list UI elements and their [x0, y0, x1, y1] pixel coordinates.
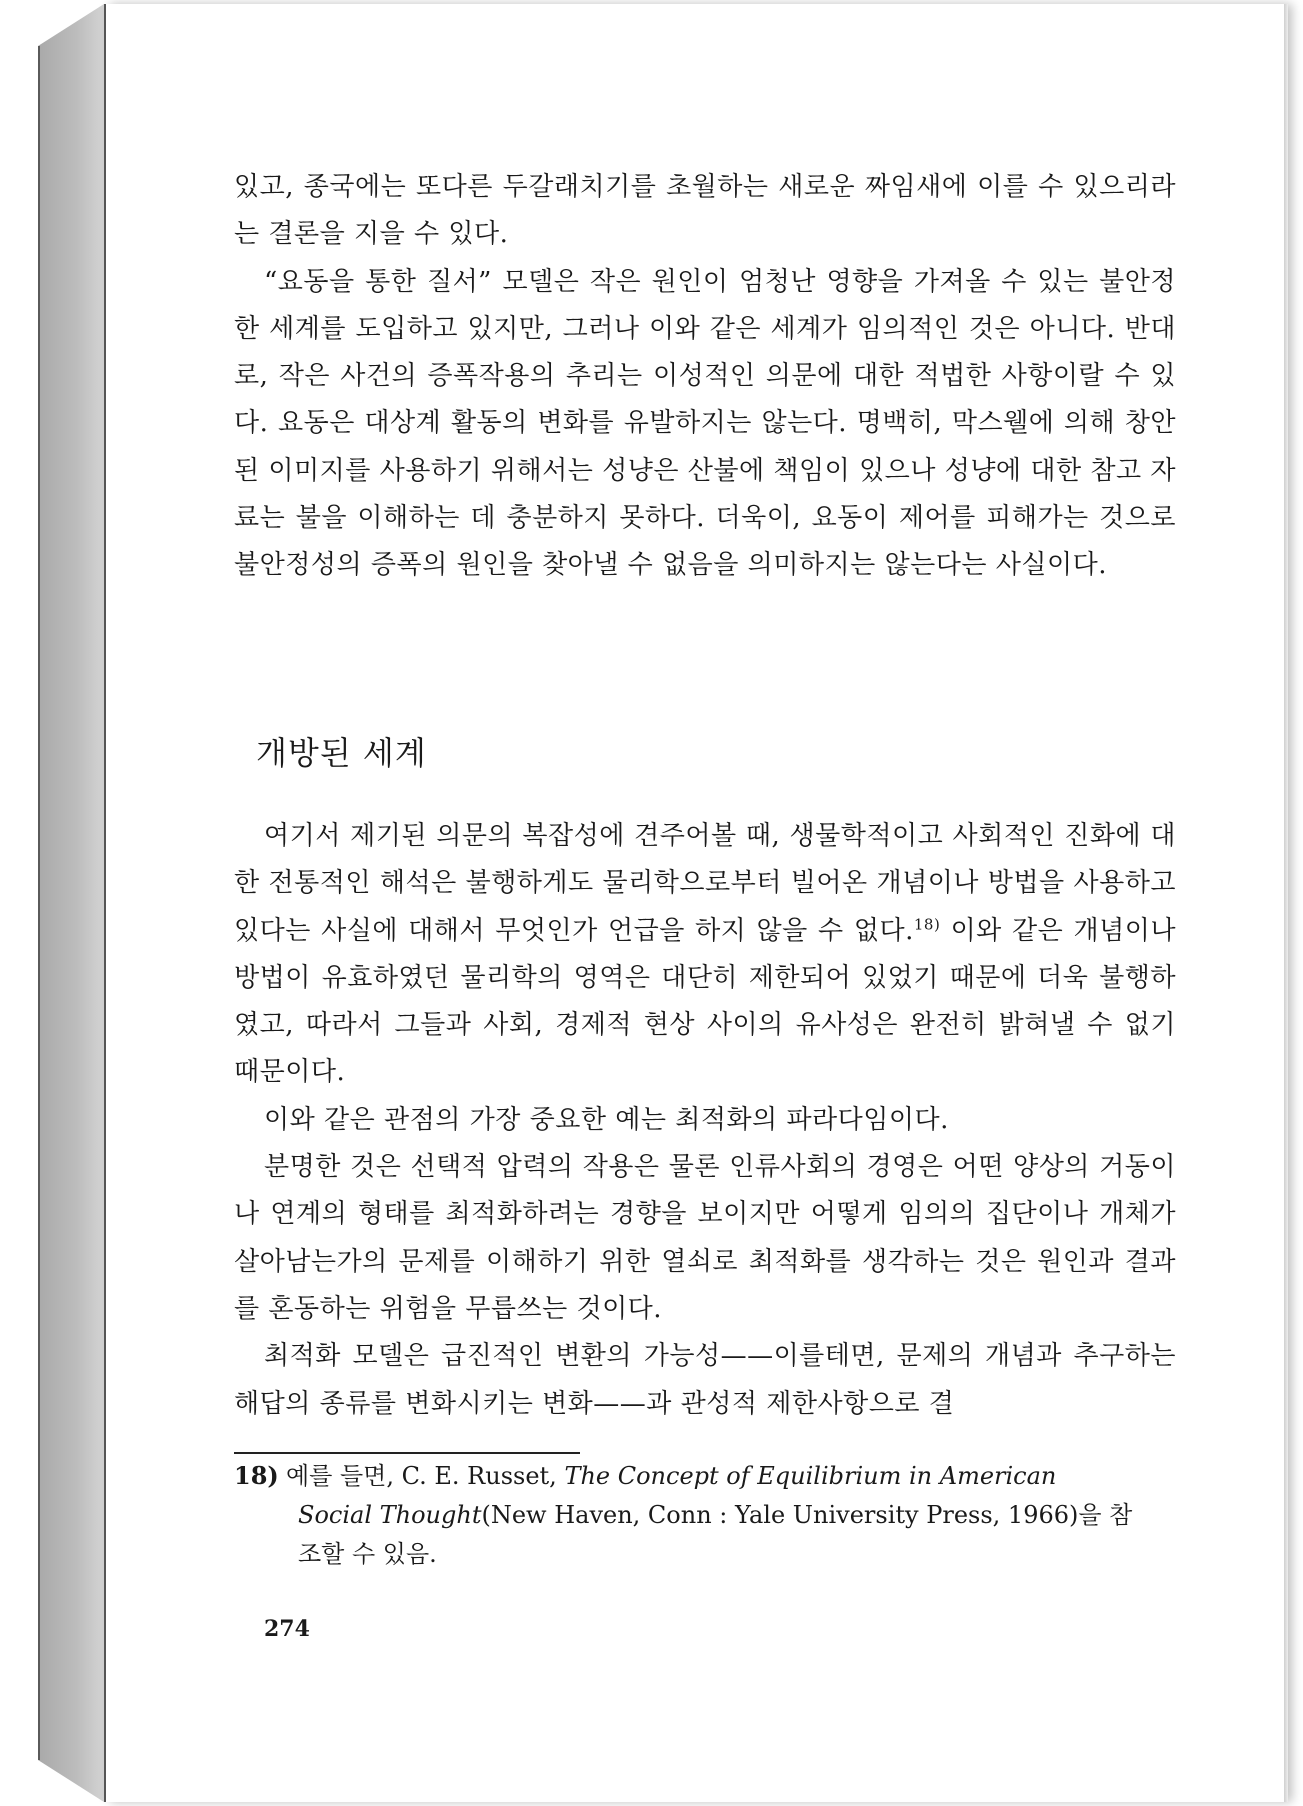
section-1-text	[234, 164, 1176, 590]
paragraph-complexity	[234, 813, 1176, 1097]
page-number: 274	[264, 1616, 310, 1642]
book-side-edge	[38, 4, 104, 1802]
footnote-line-2	[234, 1496, 1176, 1535]
paragraph-complexity-part1: 여기서 제기된 의문의 복잡성에 견주어볼 때, 생물학적이고 사회적인 진화에 대한 전통적인 해석은 불행하게도 물리학으로부터 빌어온 개념이나 방법을 사용하고 있다는 사실에 대해서 무엇인가 언급을 하지 않을 수 없다.	[234, 821, 1176, 946]
paragraph-complexity-part2: 이와 같은 개념이나 방법이 유효하였던 물리학의 영역은 대단히 제한되어 있었기 때문에 더욱 불행하였고, 따라서 그들과 사회, 경제적 현상 사이의 유사성은 완전히 밝혀낼 수 없기 때문이다.	[234, 915, 1176, 1088]
section-2-text	[234, 813, 1176, 1428]
paragraph-optimization-model: 최적화 모델은 급진적인 변환의 가능성——이를테면, 문제의 개념과 추구하는 해답의 종류를 변화시키는 변화——과 관성적 제한사항으로 결	[234, 1341, 1176, 1419]
footnote	[234, 1456, 1176, 1574]
book-spine-line	[38, 46, 40, 1760]
paragraph-selective-pressure: 분명한 것은 선택적 압력의 작용은 물론 인류사회의 경영은 어떤 양상의 거동이나 연계의 형태를 최적화하려는 경향을 보이지만 어떻게 임의의 집단이나 개체가 살아남는가의 문제를 이해하기 위한 열쇠로 최적화를 생각하는 것은 원인과 결과를 혼동하는 위험을 무릅쓰는 것이다.	[234, 1152, 1176, 1324]
footnote-text-1: 예를 들면, C. E. Russet,	[286, 1462, 565, 1490]
footnote-divider	[234, 1452, 580, 1454]
footnote-number: 18)	[234, 1461, 279, 1490]
footnote-reference: 18)	[913, 914, 941, 933]
section-heading: 개방된 세계	[256, 734, 427, 772]
footnote-title-2: Social Thought	[298, 1501, 482, 1529]
page-right-edge	[1284, 4, 1288, 1802]
paragraph-order-through-fluctuation: “요동을 통한 질서” 모델은 작은 원인이 엄청난 영향을 가져올 수 있는 불안정한 세계를 도입하고 있지만, 그러나 이와 같은 세계가 임의적인 것은 아니다. 반대로, 작은 사건의 증폭작용의 추리는 이성적인 의문에 대한 적법한 사항이랄 수 있다. 요동은 대상계 활동의 변화를 유발하지는 않는다. 명백히, 막스웰에 의해 창안된 이미지를 사용하기 위해서는 성냥은 산불에 책임이 있으나 성냥에 대한 참고 자료는 불을 이해하는 데 충분하지 못하다. 더욱이, 요동이 제어를 피해가는 것으로 불안정성의 증폭의 원인을 찾아낼 수 없음을 의미하지는 않는다는 사실이다.	[234, 266, 1176, 581]
footnote-line-3: 조할 수 있음.	[298, 1540, 437, 1568]
footnote-title-1: The Concept of Equilibrium in American	[564, 1462, 1057, 1490]
paragraph-optimization-paradigm: 이와 같은 관점의 가장 중요한 예는 최적화의 파라다임이다.	[264, 1104, 949, 1135]
footnote-line-1	[234, 1456, 1176, 1496]
paragraph-continued: 있고, 종국에는 또다른 두갈래치기를 초월하는 새로운 짜임새에 이를 수 있으리라는 결론을 지을 수 있다.	[234, 172, 1176, 250]
footnote-text-2: (New Haven, Conn : Yale University Press, 1966)을 참	[481, 1501, 1133, 1529]
